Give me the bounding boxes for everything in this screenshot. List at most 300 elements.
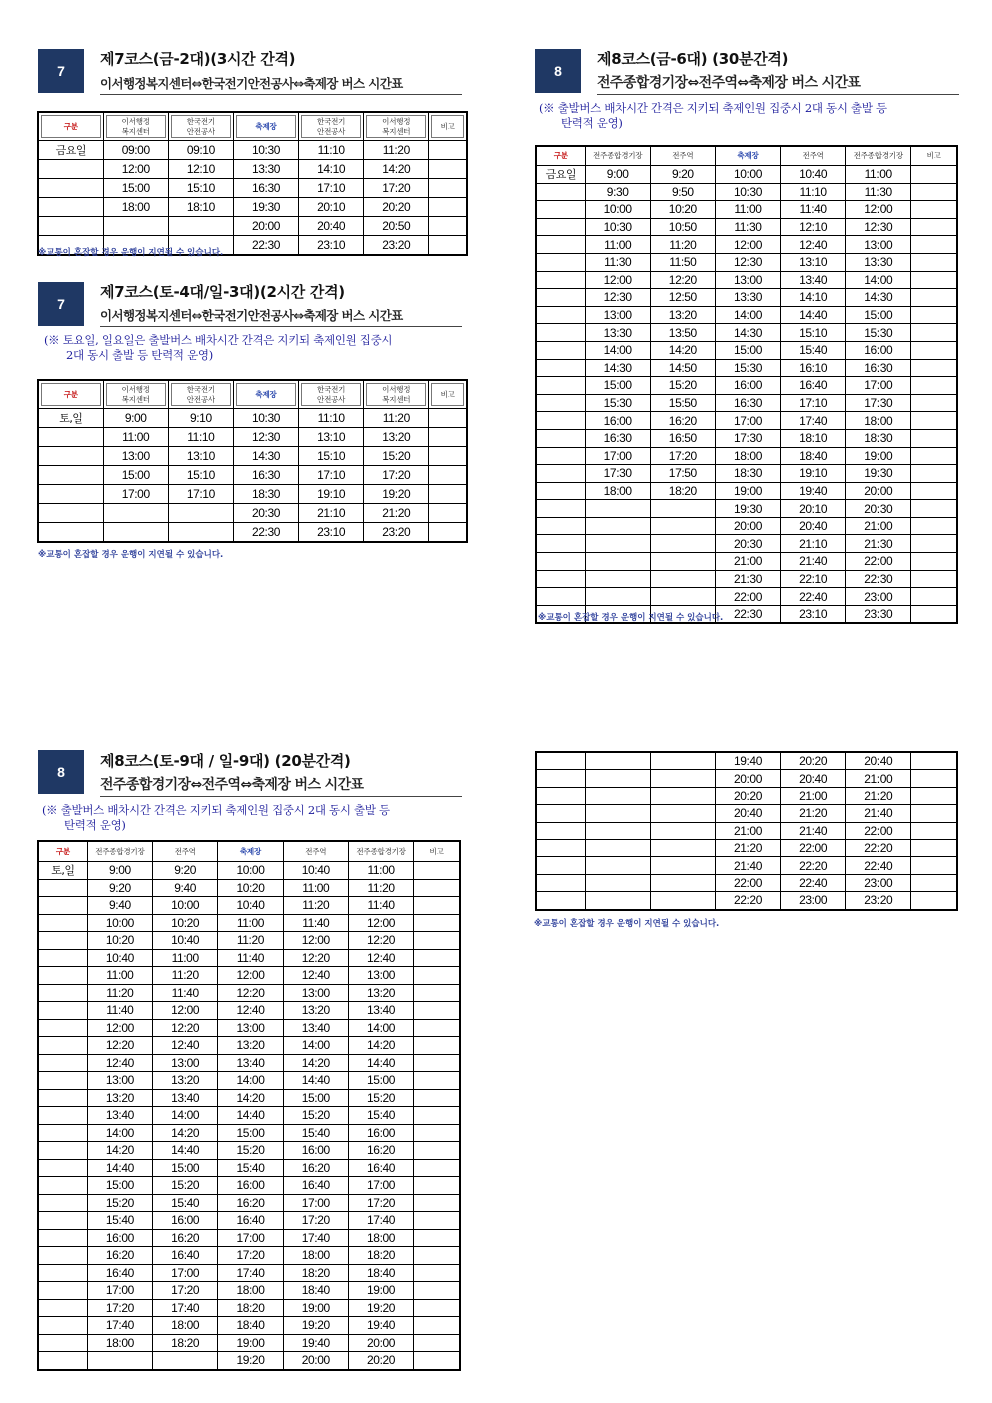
cell-stop-1: 17:00	[585, 447, 650, 465]
table-row	[536, 465, 957, 483]
cell-stop-1	[87, 1352, 152, 1370]
cell-festival: 11:40	[218, 949, 283, 967]
cell-division	[536, 770, 585, 787]
cell-remark	[414, 932, 460, 950]
cell-stop-2: 14:40	[153, 1142, 218, 1160]
cell-stop-5: 23:30	[846, 605, 911, 623]
cell-stop-1: 16:40	[87, 1264, 152, 1282]
table-row	[38, 1159, 460, 1177]
cell-stop-5: 19:20	[364, 485, 429, 504]
cell-stop-1: 11:00	[585, 236, 650, 254]
cell-stop-1	[585, 857, 650, 874]
cell-stop-5: 14:00	[846, 271, 911, 289]
cell-stop-5: 14:20	[348, 1037, 413, 1055]
cell-stop-1: 14:20	[87, 1142, 152, 1160]
cell-stop-5: 17:20	[348, 1194, 413, 1212]
cell-stop-1: 15:00	[103, 466, 168, 485]
cell-stop-2: 13:20	[153, 1072, 218, 1090]
table-row	[38, 897, 460, 915]
header-label: 구분	[63, 389, 78, 399]
cell-stop-2: 11:20	[650, 236, 715, 254]
table-row	[38, 1299, 460, 1317]
cell-festival: 21:20	[715, 839, 780, 856]
table-row	[536, 553, 957, 571]
cell-stop-2	[168, 217, 233, 236]
cell-remark	[414, 1072, 460, 1090]
cell-division	[536, 289, 585, 307]
table-row	[38, 932, 460, 950]
cell-division	[38, 949, 87, 967]
cell-stop-1	[585, 770, 650, 787]
cell-stop-4: 21:20	[781, 805, 846, 822]
cell-stop-1	[103, 523, 168, 543]
cell-stop-5: 23:20	[364, 236, 429, 256]
cell-festival: 10:20	[218, 879, 283, 897]
cell-stop-5: 19:20	[348, 1299, 413, 1317]
cell-remark	[911, 324, 957, 342]
cell-remark	[911, 183, 957, 201]
table-row	[38, 217, 467, 236]
cell-stop-2: 18:20	[153, 1334, 218, 1352]
cell-division	[38, 198, 103, 217]
cell-stop-1: 15:00	[585, 377, 650, 395]
cell-stop-2: 16:00	[153, 1212, 218, 1230]
cell-stop-5: 19:00	[846, 447, 911, 465]
cell-remark	[911, 787, 957, 804]
cell-festival: 19:20	[218, 1352, 283, 1370]
cell-stop-5: 11:20	[348, 879, 413, 897]
header-festival	[233, 380, 298, 409]
cell-stop-2: 18:00	[153, 1317, 218, 1335]
cell-remark	[429, 179, 467, 198]
header-label: 비고	[440, 121, 455, 131]
cell-festival: 20:00	[715, 517, 780, 535]
cell-festival: 22:30	[233, 236, 298, 256]
cell-stop-1	[585, 839, 650, 856]
cell-stop-2: 9:20	[153, 862, 218, 880]
cell-festival: 21:40	[715, 857, 780, 874]
cell-festival: 11:00	[218, 914, 283, 932]
cell-festival: 17:00	[715, 412, 780, 430]
cell-division	[38, 967, 87, 985]
cell-stop-2: 12:10	[168, 160, 233, 179]
cell-division	[38, 447, 103, 466]
cell-remark	[911, 822, 957, 839]
cell-division	[536, 377, 585, 395]
cell-festival: 13:00	[218, 1019, 283, 1037]
table-row	[38, 1212, 460, 1230]
cell-remark	[414, 984, 460, 1002]
timetable	[37, 840, 461, 1371]
cell-stop-5: 22:30	[846, 570, 911, 588]
table-row	[536, 752, 957, 770]
cell-division	[536, 787, 585, 804]
cell-stop-2	[650, 892, 715, 910]
cell-stop-2: 12:40	[153, 1037, 218, 1055]
header-stop-4	[299, 380, 364, 409]
cell-division	[38, 1002, 87, 1020]
table-row	[38, 447, 467, 466]
cell-division	[38, 879, 87, 897]
header-label: 구분	[63, 121, 78, 131]
cell-stop-1: 13:00	[87, 1072, 152, 1090]
cell-division	[38, 1177, 87, 1195]
cell-festival: 12:20	[218, 984, 283, 1002]
operation-note	[539, 101, 959, 131]
header-stop-2: 전주역	[650, 146, 715, 166]
cell-division	[38, 217, 103, 236]
cell-division	[536, 839, 585, 856]
cell-stop-2: 12:50	[650, 289, 715, 307]
header-stop-2	[168, 112, 233, 141]
cell-festival: 21:00	[715, 822, 780, 839]
cell-division	[38, 897, 87, 915]
cell-festival: 16:30	[233, 466, 298, 485]
cell-stop-1: 18:00	[585, 482, 650, 500]
cell-remark	[414, 897, 460, 915]
cell-stop-4: 16:20	[283, 1159, 348, 1177]
cell-stop-1: 10:20	[87, 932, 152, 950]
cell-festival: 16:20	[218, 1194, 283, 1212]
cell-stop-4: 12:00	[283, 932, 348, 950]
cell-remark	[414, 949, 460, 967]
cell-division	[536, 236, 585, 254]
cell-festival: 13:40	[218, 1054, 283, 1072]
cell-stop-2	[650, 752, 715, 770]
cell-division	[536, 394, 585, 412]
cell-remark	[414, 1177, 460, 1195]
header-label: 축제장	[255, 121, 277, 131]
cell-remark	[414, 1002, 460, 1020]
cell-division	[38, 485, 103, 504]
cell-stop-1	[585, 892, 650, 910]
cell-stop-1: 11:00	[103, 428, 168, 447]
header-festival: 축제장	[715, 146, 780, 166]
cell-remark	[911, 429, 957, 447]
cell-stop-4: 18:20	[283, 1264, 348, 1282]
cell-stop-1: 12:00	[87, 1019, 152, 1037]
cell-remark	[414, 1194, 460, 1212]
cell-division	[536, 822, 585, 839]
cell-stop-4: 17:40	[283, 1229, 348, 1247]
table-row	[536, 359, 957, 377]
cell-stop-5: 18:00	[846, 412, 911, 430]
cell-festival: 22:30	[233, 523, 298, 543]
cell-stop-5: 23:20	[846, 892, 911, 910]
cell-stop-2: 12:00	[153, 1002, 218, 1020]
cell-stop-2	[168, 523, 233, 543]
section-subtitle: 이서행정복지센터⇔한국전기안전공사⇔축제장 버스 시간표	[100, 306, 462, 327]
table-row	[536, 271, 957, 289]
cell-remark	[911, 553, 957, 571]
cell-stop-4: 11:40	[781, 201, 846, 219]
cell-stop-5: 16:20	[348, 1142, 413, 1160]
cell-stop-2: 09:10	[168, 141, 233, 160]
cell-stop-1	[585, 570, 650, 588]
cell-stop-2: 16:40	[153, 1247, 218, 1265]
header-stop-4: 전주역	[283, 841, 348, 862]
table-row	[38, 1194, 460, 1212]
cell-festival: 14:00	[715, 306, 780, 324]
cell-stop-2	[650, 839, 715, 856]
cell-stop-5: 14:40	[348, 1054, 413, 1072]
course-badge: 7	[38, 49, 84, 93]
cell-stop-2	[650, 822, 715, 839]
cell-stop-1: 10:40	[87, 949, 152, 967]
cell-division	[536, 341, 585, 359]
cell-stop-5: 14:30	[846, 289, 911, 307]
cell-remark	[429, 160, 467, 179]
cell-stop-1: 14:40	[87, 1159, 152, 1177]
cell-stop-5: 16:40	[348, 1159, 413, 1177]
cell-stop-5: 15:30	[846, 324, 911, 342]
cell-stop-5: 21:20	[846, 787, 911, 804]
cell-festival: 18:30	[233, 485, 298, 504]
cell-stop-1: 17:00	[87, 1282, 152, 1300]
table-row	[38, 504, 467, 523]
cell-stop-4: 15:20	[283, 1107, 348, 1125]
cell-stop-1	[585, 553, 650, 571]
table-row	[536, 341, 957, 359]
cell-stop-1: 16:30	[585, 429, 650, 447]
cell-stop-1: 15:40	[87, 1212, 152, 1230]
cell-stop-5: 13:00	[348, 967, 413, 985]
cell-stop-5: 22:40	[846, 857, 911, 874]
timetable-continued	[535, 751, 958, 911]
cell-festival: 20:20	[715, 787, 780, 804]
cell-stop-2	[650, 570, 715, 588]
cell-stop-4: 22:20	[781, 857, 846, 874]
table-row	[38, 1334, 460, 1352]
table-row	[38, 1352, 460, 1370]
table-row	[536, 447, 957, 465]
cell-remark	[911, 839, 957, 856]
cell-stop-5: 16:00	[846, 341, 911, 359]
cell-festival: 15:00	[715, 341, 780, 359]
cell-stop-5: 20:20	[348, 1352, 413, 1370]
cell-division	[536, 517, 585, 535]
table-row	[38, 862, 460, 880]
cell-stop-1: 14:00	[87, 1124, 152, 1142]
header-stop-4	[299, 112, 364, 141]
cell-stop-4: 23:00	[781, 892, 846, 910]
cell-stop-1: 9:30	[585, 183, 650, 201]
cell-stop-2: 17:50	[650, 465, 715, 483]
cell-remark	[911, 805, 957, 822]
cell-remark	[414, 879, 460, 897]
cell-stop-4: 11:40	[283, 914, 348, 932]
cell-stop-1: 16:00	[585, 412, 650, 430]
cell-remark	[414, 1124, 460, 1142]
cell-stop-2	[650, 770, 715, 787]
cell-stop-2: 15:50	[650, 394, 715, 412]
cell-division	[38, 466, 103, 485]
header-stop-2	[168, 380, 233, 409]
cell-stop-4: 21:40	[781, 553, 846, 571]
cell-festival: 19:00	[715, 482, 780, 500]
cell-stop-4: 16:10	[781, 359, 846, 377]
cell-stop-1: 14:00	[585, 341, 650, 359]
cell-stop-4: 11:10	[299, 141, 364, 160]
cell-stop-1: 13:40	[87, 1107, 152, 1125]
header-stop-1	[103, 380, 168, 409]
cell-remark	[414, 967, 460, 985]
timetable	[37, 379, 468, 543]
cell-stop-2: 14:20	[650, 341, 715, 359]
cell-festival: 13:30	[715, 289, 780, 307]
note-line: (※ 출발버스 배차시간 간격은 지키되 축제인원 집중시 2대 동시 출발 등	[42, 803, 390, 817]
cell-stop-2: 15:00	[153, 1159, 218, 1177]
cell-stop-2	[650, 517, 715, 535]
cell-stop-2: 10:40	[153, 932, 218, 950]
section-title: 제7코스(금-2대)(3시간 간격)	[100, 50, 296, 68]
cell-division	[38, 1334, 87, 1352]
cell-stop-5: 17:00	[846, 377, 911, 395]
cell-stop-5: 20:50	[364, 217, 429, 236]
cell-stop-4: 16:00	[283, 1142, 348, 1160]
cell-division	[38, 932, 87, 950]
cell-festival: 20:00	[715, 770, 780, 787]
cell-remark	[414, 1317, 460, 1335]
delay-warning: ※교통이 혼잡할 경우 운행이 지연될 수 있습니다.	[38, 550, 224, 560]
cell-division	[536, 324, 585, 342]
cell-stop-2	[650, 588, 715, 606]
cell-stop-5: 20:40	[846, 752, 911, 770]
note-line: 탄력적 운영)	[64, 818, 126, 832]
section-title: 제8코스(금-6대) (30분간격)	[597, 50, 789, 68]
table-row	[536, 218, 957, 236]
cell-stop-1: 18:00	[103, 198, 168, 217]
cell-division: 금요일	[536, 166, 585, 184]
cell-festival: 19:30	[233, 198, 298, 217]
cell-stop-4: 19:40	[781, 482, 846, 500]
cell-stop-5: 11:00	[846, 166, 911, 184]
cell-festival: 22:20	[715, 892, 780, 910]
cell-remark	[414, 1229, 460, 1247]
cell-stop-1: 13:20	[87, 1089, 152, 1107]
section-title: 제8코스(토-9대 / 일-9대) (20분간격)	[100, 752, 351, 770]
table-row	[38, 1317, 460, 1335]
table-row	[38, 949, 460, 967]
header-label: 한국전기 안전공사	[186, 116, 215, 136]
cell-remark	[911, 892, 957, 910]
cell-remark	[911, 770, 957, 787]
cell-stop-2: 17:20	[153, 1282, 218, 1300]
cell-stop-4: 14:20	[283, 1054, 348, 1072]
cell-stop-4: 17:00	[283, 1194, 348, 1212]
section-title: 제7코스(토-4대/일-3대)(2시간 간격)	[100, 283, 345, 301]
header-remark	[429, 380, 467, 409]
cell-remark	[911, 341, 957, 359]
cell-division	[38, 1019, 87, 1037]
cell-remark	[911, 752, 957, 770]
cell-remark	[429, 466, 467, 485]
cell-remark	[414, 1037, 460, 1055]
course-badge: 7	[38, 282, 84, 326]
cell-stop-4: 13:20	[283, 1002, 348, 1020]
table-header-row	[38, 112, 467, 141]
cell-stop-2: 16:20	[650, 412, 715, 430]
cell-division	[38, 428, 103, 447]
table-row	[536, 892, 957, 910]
cell-stop-4: 20:40	[781, 517, 846, 535]
cell-stop-4: 17:10	[299, 179, 364, 198]
table-row	[38, 984, 460, 1002]
table-row	[38, 160, 467, 179]
course-badge: 8	[38, 750, 84, 794]
cell-remark	[429, 198, 467, 217]
cell-festival: 12:30	[715, 253, 780, 271]
cell-stop-1: 12:40	[87, 1054, 152, 1072]
cell-festival: 10:30	[233, 409, 298, 428]
cell-division	[38, 160, 103, 179]
cell-division	[536, 183, 585, 201]
cell-stop-5: 11:20	[364, 141, 429, 160]
cell-stop-4: 17:40	[781, 412, 846, 430]
cell-remark	[429, 504, 467, 523]
table-row	[38, 141, 467, 160]
note-line: (※ 토요일, 일요일은 출발버스 배차시간 간격은 지키되 축제인원 집중시	[44, 333, 393, 347]
table-row	[536, 412, 957, 430]
cell-stop-2: 9:40	[153, 879, 218, 897]
cell-division	[536, 271, 585, 289]
cell-remark	[911, 289, 957, 307]
cell-stop-1	[585, 805, 650, 822]
cell-festival: 14:00	[218, 1072, 283, 1090]
cell-stop-5: 21:00	[846, 770, 911, 787]
cell-remark	[911, 588, 957, 606]
cell-stop-5: 15:00	[846, 306, 911, 324]
cell-stop-5: 12:00	[846, 201, 911, 219]
cell-division	[536, 306, 585, 324]
cell-festival: 11:30	[715, 218, 780, 236]
cell-stop-2	[650, 500, 715, 518]
cell-festival: 18:00	[218, 1282, 283, 1300]
table-row	[536, 770, 957, 787]
cell-division	[38, 1264, 87, 1282]
cell-remark	[911, 605, 957, 623]
cell-stop-2	[650, 535, 715, 553]
cell-stop-4: 14:40	[283, 1072, 348, 1090]
cell-stop-2: 9:10	[168, 409, 233, 428]
cell-festival: 17:30	[715, 429, 780, 447]
header-label: 한국전기 안전공사	[186, 384, 215, 404]
cell-stop-4: 22:10	[781, 570, 846, 588]
table-row	[536, 874, 957, 891]
cell-division: 금요일	[38, 141, 103, 160]
cell-festival: 11:20	[218, 932, 283, 950]
cell-division	[38, 1317, 87, 1335]
cell-remark	[429, 236, 467, 256]
delay-warning: ※교통이 혼잡할 경우 운행이 지연될 수 있습니다.	[538, 613, 724, 623]
cell-festival: 20:30	[715, 535, 780, 553]
cell-division	[38, 1054, 87, 1072]
cell-stop-1	[585, 500, 650, 518]
table-header-row	[38, 380, 467, 409]
cell-remark	[911, 306, 957, 324]
cell-stop-5: 18:30	[846, 429, 911, 447]
cell-stop-4: 18:00	[283, 1247, 348, 1265]
cell-remark	[414, 1159, 460, 1177]
table-row	[536, 429, 957, 447]
cell-stop-5: 11:30	[846, 183, 911, 201]
cell-stop-1: 17:00	[103, 485, 168, 504]
cell-festival: 10:00	[715, 166, 780, 184]
table-row	[38, 466, 467, 485]
cell-stop-5: 20:00	[348, 1334, 413, 1352]
cell-division	[536, 805, 585, 822]
header-label: 비고	[440, 389, 455, 399]
